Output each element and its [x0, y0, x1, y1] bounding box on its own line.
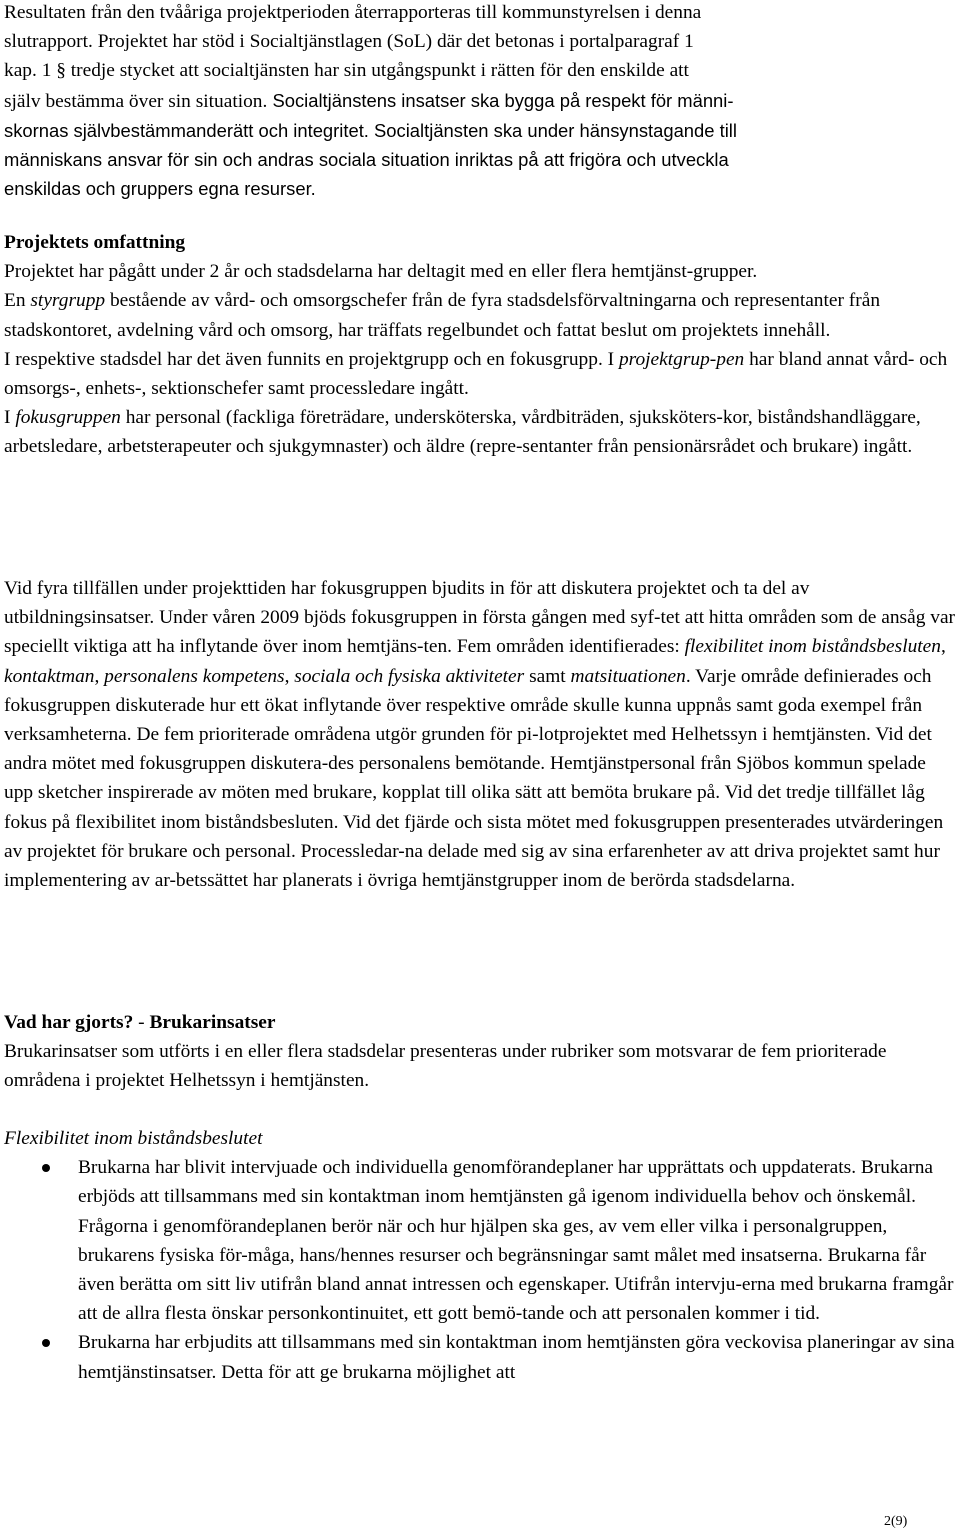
text-run: har bland annat vård- och omsorgs-, enhets-, sektionschefer samt processledare ingått.: [4, 348, 948, 400]
text-run: ,: [94, 665, 105, 687]
list-item-text: Brukarna har erbjudits att tillsammans med sin kontaktman inom hemtjänsten göra veckovisa planeringar av sina hemtjänstinsatser. Detta för att ge brukarna möjlighet att: [78, 1332, 955, 1383]
emphasis-term: fokusgruppen: [15, 407, 121, 429]
steering-group-paragraph: [4, 286, 956, 344]
emphasis-term: kontaktman: [4, 665, 95, 687]
focus-section: [4, 574, 956, 895]
emphasis-term: sociala och fysiska aktiviteter: [294, 665, 525, 687]
text-run: En: [4, 290, 31, 312]
list-item: [4, 1153, 956, 1328]
intro-line: Resultaten från den tvååriga projektperioden återrapporteras till kommunstyrelsen i denna: [4, 2, 702, 23]
focus-group-paragraph: [4, 403, 956, 461]
text-run: bestående av vård- och omsorgschefer från de fyra stadsdelsförvaltningarna och representanter från stadskontoret, avdelning vård och omsorg, har träffats regelbundet och fattat beslut om projektets innehåll.: [4, 290, 881, 341]
heading-text: Vad har gjorts?: [4, 1012, 134, 1033]
flex-heading: Flexibilitet inom biståndsbeslutet: [4, 1128, 263, 1149]
list-item: [4, 1328, 956, 1386]
done-paragraph: Brukarinsatser som utförts i en eller flera stadsdelar presenteras under rubriker som motsvarar de fem prioriterade områdena i projektet Helhetssyn i hemtjänsten.: [4, 1041, 887, 1092]
intro-line: slutrapport. Projektet har stöd i Socialtjänstlagen (SoL) där det betonas i portalparagraf 1: [4, 31, 694, 53]
intro-text-sans: skornas självbestämmanderätt och integritet.: [4, 119, 369, 141]
text-run: I: [4, 407, 16, 429]
text-run: ,: [940, 636, 946, 658]
text-run: . Varje område definierades och fokusgruppen diskuterade hur ett ökat inflytande över respektive område skulle kunna uppnås samt goda exempel från verksamheterna. De fem prioriterade områdena utgör grunden för pi-lotprojektet med Helhetssyn i hemtjänsten. Vid det andra mötet med fokusgruppen diskutera-des personalens bemötande. Hemtjänstpersonal från Sjöbos kommun spelade upp sketcher inspirerade av möten med brukare, kopplat till olika sätt att bemöta brukare på. Vid det tredje tillfället låg fokus på flexibilitet inom biståndsbesluten. Vid det fjärde och sista mötet med fokusgruppen presenterades utvärderingen av projektet för brukare och personal. Processledar-na delade med sig av sina erfarenheter av att driva projektet samt hur implementering av ar-betssättet har planerats i övriga hemtjänstgrupper inom de berörda stadsdelarna.: [4, 665, 944, 892]
emphasis-term: personalens kompetens: [104, 665, 285, 687]
flex-bullet-list: [4, 1153, 956, 1387]
done-heading: [4, 1008, 956, 1037]
emphasis-term: flexibilitet inom biståndsbesluten: [684, 636, 941, 658]
scope-section: [4, 228, 956, 462]
intro-text-sans: Socialtjänstens insatser ska bygga på respekt för männi-: [267, 89, 734, 111]
project-group-paragraph: [4, 345, 956, 403]
intro-text-sans: Socialtjänsten ska under hänsynstagande till: [368, 119, 737, 141]
intro-line: enskildas och gruppers egna resurser.: [4, 178, 316, 200]
heading-text: Brukarinsatser: [149, 1012, 276, 1033]
intro-line: kap. 1 § tredje stycket att socialtjänsten har sin utgångspunkt i rätten för den enskilde att: [4, 60, 689, 82]
text-run: ,: [284, 665, 295, 687]
intro-paragraph: [4, 0, 954, 203]
intro-line: människans ansvar för sin och andras sociala situation inriktas på att frigöra och utveckla: [4, 149, 729, 171]
scope-paragraph: Projektet har pågått under 2 år och stadsdelarna har deltagit med en eller flera hemtjänst-grupper.: [4, 261, 758, 283]
scope-heading: Projektets omfattning: [4, 232, 186, 253]
intro-line: [4, 86, 954, 116]
text-run: I respektive stadsdel har det även funnits en projektgrupp och en fokusgrupp. I: [4, 348, 619, 370]
bullet-icon: [42, 1339, 50, 1347]
done-section: [4, 1008, 956, 1096]
page-number: 2(9): [884, 1514, 908, 1529]
intro-line: [4, 116, 954, 145]
heading-separator: -: [133, 1012, 150, 1033]
emphasis-term: styrgrupp: [30, 290, 106, 312]
emphasis-term: matsituationen: [570, 665, 686, 687]
text-run: har personal (fackliga företrädare, undersköterska, vårdbiträden, sjuksköters-kor, biståndshandläggare, arbetsledare, arbetsterapeuter och sjukgymnaster) och äldre (repre-sentanter från pensionärsrådet och brukare) ingått.: [4, 407, 921, 458]
flex-section: [4, 1124, 956, 1387]
emphasis-term: projektgrup-pen: [618, 348, 745, 370]
intro-text: själv bestämma över sin situation.: [4, 90, 268, 112]
list-item-text: Brukarna har blivit intervjuade och individuella genomförandeplaner har upprättats och uppdaterats. Brukarna erbjöds att tillsammans med sin kontaktman inom hemtjänsten gå igenom individuella behov och önskemål. Frågorna i genomförandeplanen berör när och hur hjälpen ska ges, av vem eller vilka i personalgruppen, brukarens fysiska för-måga, hans/hennes resurser och begränsningar samt målet med insatserna. Brukarna får även berätta om sitt liv utifrån bland annat intressen och egenskaper. Utifrån intervju-erna med brukarna framgår att de allra flesta önskar personkontinuitet, ett gott bemö-tande och att personalen kommer i tid.: [78, 1157, 954, 1325]
text-run: samt: [524, 665, 571, 687]
text-run: Vid fyra tillfällen under projekttiden har fokusgruppen bjudits in för att diskutera projektet och ta del av utbildningsinsatser. Under våren 2009 bjöds fokusgruppen in första gången med syf-tet att hitta områden som de ansåg var speciellt viktiga att ha inflytande över inom hemtjäns-ten. Fem områden identifierades:: [4, 578, 956, 658]
bullet-icon: [42, 1164, 50, 1172]
focus-paragraph: [4, 574, 956, 895]
